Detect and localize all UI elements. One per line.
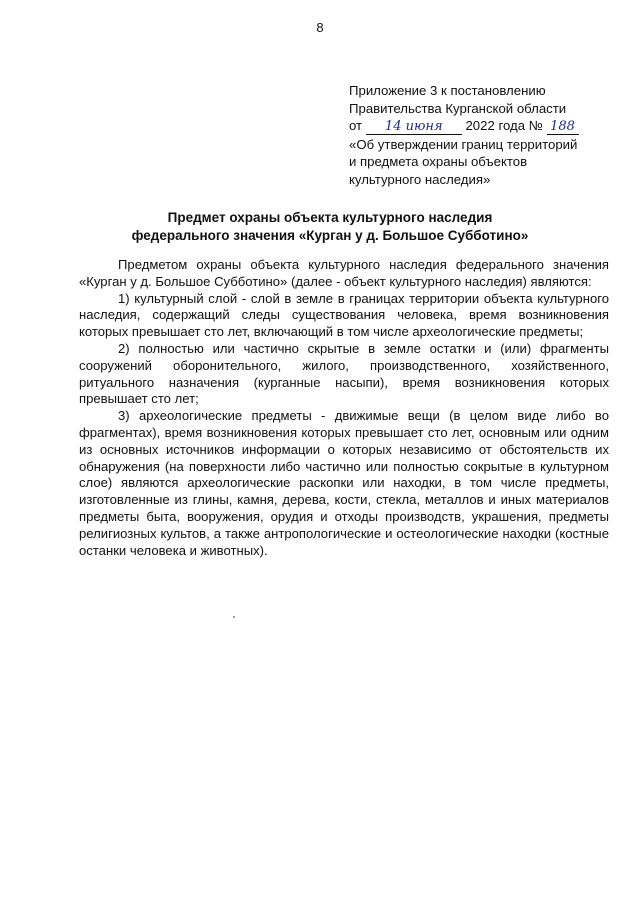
item-3-paragraph: 3) археологические предметы - движимые вещи (в целом виде либо во фрагментах), время возникновения которых превышает сто лет, основным или одним из основных источников информации о которых независимо от обстоятельств их обнаружения (на поверхности либо частично или полностью сокрытые в культурном слое) являются археологические раскопки или находки, в том числе предметы, изготовленные из глины, камня, дерева, кости, стекла, металлов и иных материалов предметы быта, вооружения, орудия и отходы производств, украшения, предметы религиозных культов, а также антропологические и остеологические находки (костные останки человека и животных). bbox=[79, 408, 609, 558]
appendix-line-1: Приложение 3 к постановлению bbox=[349, 83, 546, 98]
item-1-paragraph: 1) культурный слой - слой в земле в границах территории объекта культурного наследия, содержащий следы существования человека, время возникновения которых превышает сто лет, включающий в том числе археологические предметы; bbox=[79, 290, 609, 340]
appendix-line-2: Правительства Курганской области bbox=[349, 100, 567, 116]
handwritten-number: 188 bbox=[547, 118, 579, 136]
handwritten-date: 14 июня bbox=[366, 118, 462, 136]
date-prefix: от bbox=[349, 118, 363, 133]
appendix-line-5: и предмета охраны объектов bbox=[349, 154, 528, 169]
appendix-date-line bbox=[349, 117, 619, 136]
document-title bbox=[60, 209, 600, 245]
appendix-line-4: «Об утверждении границ территорий bbox=[349, 136, 578, 152]
title-line-1: Предмет охраны объекта культурного наследия bbox=[167, 210, 493, 225]
intro-paragraph: Предметом охраны объекта культурного наследия федерального значения «Курган у д. Большое Субботино» (далее - объект культурного наследия) являются: bbox=[79, 257, 609, 289]
page-number: 8 bbox=[316, 20, 324, 35]
title-line-2: федерального значения «Курган у д. Большое Субботино» bbox=[131, 228, 529, 243]
appendix-header bbox=[349, 82, 619, 188]
scan-speck bbox=[233, 616, 235, 618]
date-year: 2022 года № bbox=[465, 118, 543, 133]
appendix-line-6: культурного наследия» bbox=[349, 171, 491, 187]
item-2-paragraph: 2) полностью или частично скрытые в земле остатки и (или) фрагменты сооружений оборонительного, жилого, производственного, хозяйственного, ритуального назначения (курганные насыпи), время возникновения которых превышает сто лет; bbox=[79, 340, 609, 407]
document-body bbox=[79, 257, 609, 559]
